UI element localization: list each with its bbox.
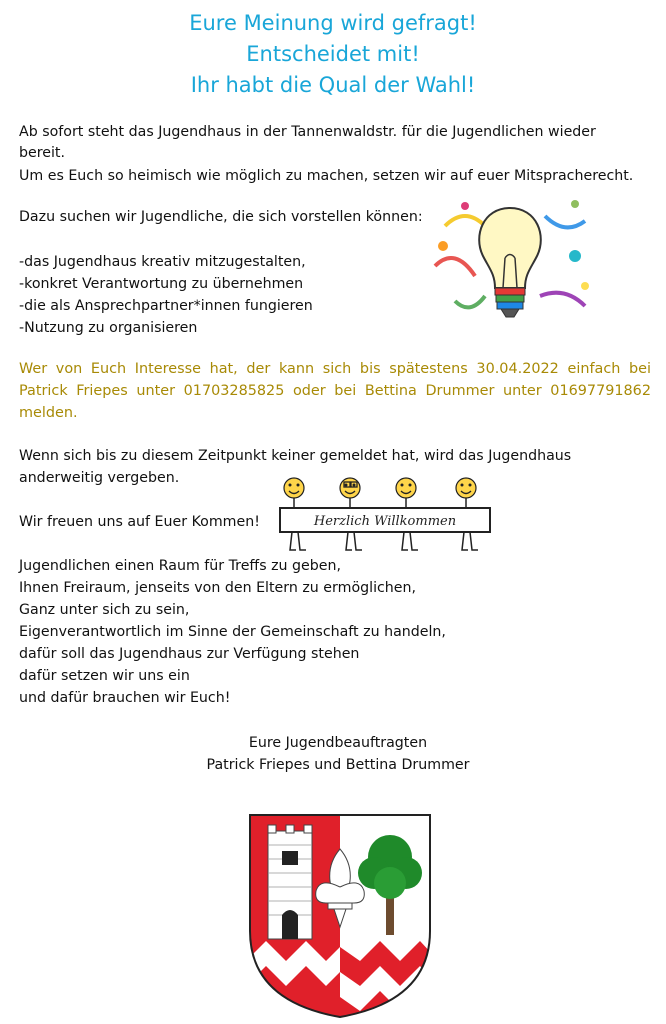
welcome-sign-illustration: [270, 476, 500, 556]
purpose-line: Ganz unter sich zu sein,: [19, 602, 190, 618]
search-item: -die als Ansprechpartner*innen fungieren: [19, 298, 313, 314]
contact-line-2: Patrick Friepes unter 01703285825 oder bei Bettina Drummer unter 01697791862: [19, 383, 651, 399]
search-item: -das Jugendhaus kreativ mitzugestalten,: [19, 254, 306, 270]
search-item: -Nutzung zu organisieren: [19, 320, 198, 336]
intro-line-3: Um es Euch so heimisch wie möglich zu machen, setzen wir auf euer Mitspracherecht.: [19, 168, 634, 184]
intro-line-1: Ab sofort steht das Jugendhaus in der Tannenwaldstr. für die Jugendlichen wieder: [19, 124, 596, 140]
contact-line-3: melden.: [19, 405, 78, 421]
purpose-line: dafür setzen wir uns ein: [19, 668, 190, 684]
contact-text: [19, 358, 651, 424]
title-line-3: Ihr habt die Qual der Wahl!: [190, 73, 476, 97]
signature-line-1: Eure Jugendbeauftragten: [248, 735, 428, 751]
signature-line-2: Patrick Friepes und Bettina Drummer: [206, 757, 470, 773]
deadline-line-2: anderweitig vergeben.: [19, 470, 180, 486]
page-title: [0, 8, 666, 101]
purpose-line: dafür soll das Jugendhaus zur Verfügung stehen: [19, 646, 360, 662]
search-heading: Dazu suchen wir Jugendliche, die sich vorstellen können:: [19, 209, 423, 225]
contact-line-1: Wer von Euch Interesse hat, der kann sich bis spätestens 30.04.2022 einfach bei: [19, 361, 651, 377]
coat-of-arms: [246, 811, 434, 1021]
purpose-line: Jugendlichen einen Raum für Treffs zu geben,: [19, 558, 342, 574]
purpose-line: Ihnen Freiraum, jenseits von den Eltern zu ermöglichen,: [19, 580, 417, 596]
search-item: -konkret Verantwortung zu übernehmen: [19, 276, 304, 292]
purpose-line: Eigenverantwortlich im Sinne der Gemeinschaft zu handeln,: [19, 624, 446, 640]
welcome-sign-text: Herzlich Willkommen: [313, 514, 457, 529]
purpose-line: und dafür brauchen wir Euch!: [19, 690, 231, 706]
deadline-line-1: Wenn sich bis zu diesem Zeitpunkt keiner gemeldet hat, wird das Jugendhaus: [19, 448, 572, 464]
title-line-1: Eure Meinung wird gefragt!: [189, 11, 477, 35]
welcome-text: Wir freuen uns auf Euer Kommen!: [19, 514, 260, 530]
lightbulb-illustration: [425, 196, 595, 334]
intro-line-2: bereit.: [19, 145, 65, 161]
title-line-2: Entscheidet mit!: [246, 42, 420, 66]
